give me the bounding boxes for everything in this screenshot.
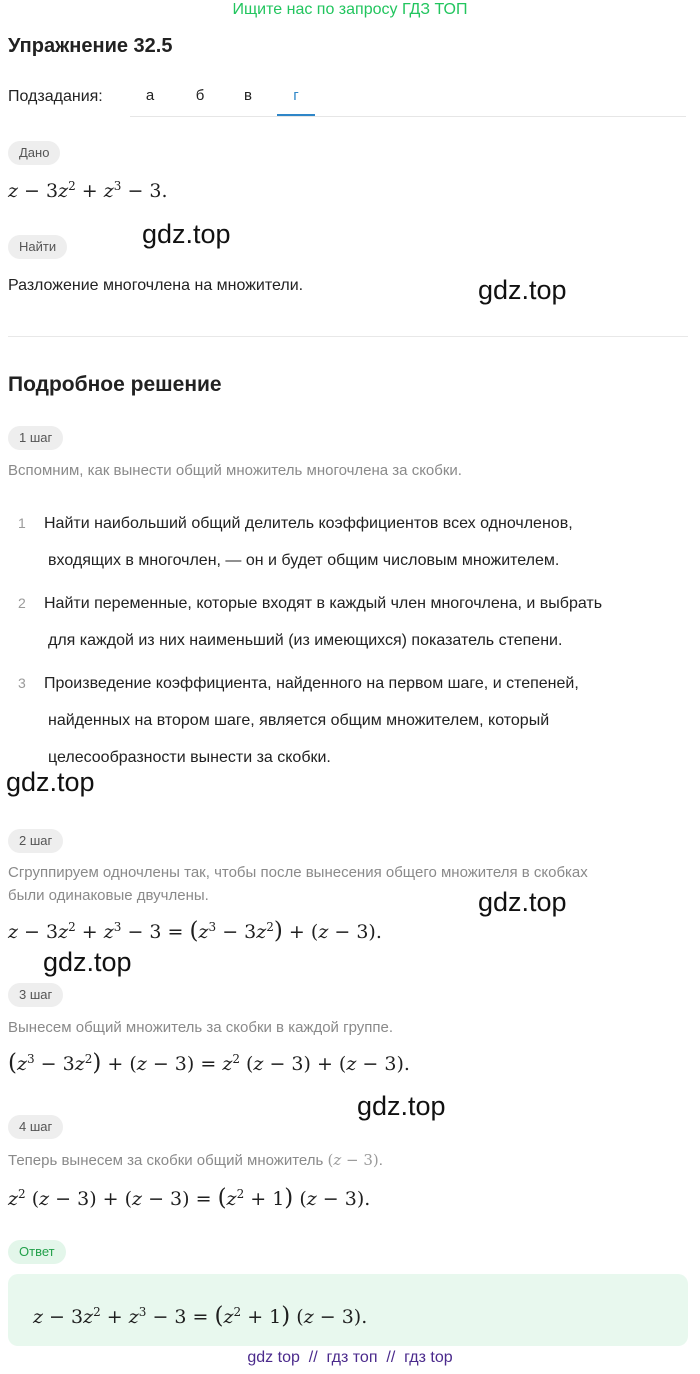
step-2-text: были одинаковые двучлены. bbox=[8, 887, 209, 904]
list-item-line: для каждой из них наименьший (из имеющихся) показатель степени. bbox=[48, 632, 563, 649]
watermark: gdz.top bbox=[357, 1091, 446, 1121]
step-4-expression: $z^2$ $(z - 3) + (z - 3) = (z^2 + 1) (z - 3)$. bbox=[8, 1185, 371, 1211]
list-item-line: найденных на втором шаге, является общим множителем, который bbox=[48, 712, 550, 729]
tab-b[interactable]: б bbox=[195, 87, 205, 104]
solution-title: Подробное решение bbox=[8, 373, 222, 396]
rules-list bbox=[18, 505, 694, 776]
search-banner: Ищите нас по запросу ГДЗ ТОП bbox=[232, 1, 468, 18]
list-item-line: целесообразности вынести за скобки. bbox=[48, 749, 331, 766]
list-item-line: входящих в многочлен, — он и будет общим числовым множителем. bbox=[48, 552, 560, 569]
list-item bbox=[18, 585, 694, 659]
subtask-tabs bbox=[130, 84, 686, 117]
answer-expression: $z - 3z^2 + z^3 - 3 = (z^2 + 1) (z - 3)$. bbox=[33, 1303, 368, 1329]
list-item-number: 2 bbox=[18, 595, 26, 611]
step-3-chip: 3 шаг bbox=[8, 983, 63, 1007]
step-2-expression: $z - 3z^2 + z^3 - 3 = (z^3 - 3z^2) + (z - 3)$. bbox=[8, 918, 382, 944]
tab-g[interactable]: г bbox=[277, 84, 315, 116]
list-item-line: Произведение коэффициента, найденного на первом шаге, и степеней, bbox=[44, 675, 579, 692]
step-1-text: Вспомним, как вынести общий множитель многочлена за скобки. bbox=[8, 462, 462, 479]
watermark: gdz.top bbox=[6, 767, 95, 797]
step-2-text: Сгруппируем одночлены так, чтобы после вынесения общего множителя в скобках bbox=[8, 864, 588, 881]
watermark: gdz.top bbox=[478, 887, 567, 917]
given-expression: $z - 3z^2 + z^3 - 3$. bbox=[8, 179, 168, 202]
section-divider bbox=[8, 336, 688, 337]
step-4-text-end: . bbox=[378, 1152, 383, 1169]
answer-chip: Ответ bbox=[8, 1240, 66, 1264]
step-3-expression: $(z^3 - 3z^2) + (z - 3) = z^2$ (z − 3) + (z − 3). bbox=[8, 1050, 410, 1076]
given-chip: Дано bbox=[8, 141, 60, 165]
list-item bbox=[18, 665, 694, 776]
list-item-number: 1 bbox=[18, 515, 26, 531]
step-4-text bbox=[8, 1151, 383, 1169]
step-4-chip: 4 шаг bbox=[8, 1115, 63, 1139]
tab-a[interactable]: а bbox=[145, 87, 155, 104]
find-text: Разложение многочлена на множители. bbox=[8, 277, 304, 294]
step-2-chip: 2 шаг bbox=[8, 829, 63, 853]
list-item bbox=[18, 505, 694, 579]
step-1-chip: 1 шаг bbox=[8, 426, 63, 450]
step-4-factor: (z − 3) bbox=[327, 1151, 379, 1169]
list-item-line: Найти наибольший общий делитель коэффициентов всех одночленов, bbox=[44, 515, 573, 532]
watermark: gdz.top bbox=[142, 219, 231, 249]
list-item-number: 3 bbox=[18, 675, 26, 691]
watermark: gdz.top bbox=[43, 947, 132, 977]
find-chip: Найти bbox=[8, 235, 67, 259]
subtasks-label: Подзадания: bbox=[8, 88, 103, 105]
tab-v[interactable]: в bbox=[244, 87, 252, 104]
list-item-line: Найти переменные, которые входят в каждый член многочлена, и выбрать bbox=[44, 595, 603, 612]
exercise-title: Упражнение 32.5 bbox=[8, 35, 173, 57]
footer-links: gdz top // гдз топ // гдз top bbox=[247, 1349, 453, 1366]
step-4-text-main: Теперь вынесем за скобки общий множитель bbox=[8, 1152, 324, 1169]
step-3-text: Вынесем общий множитель за скобки в каждой группе. bbox=[8, 1019, 394, 1036]
watermark: gdz.top bbox=[478, 275, 567, 305]
